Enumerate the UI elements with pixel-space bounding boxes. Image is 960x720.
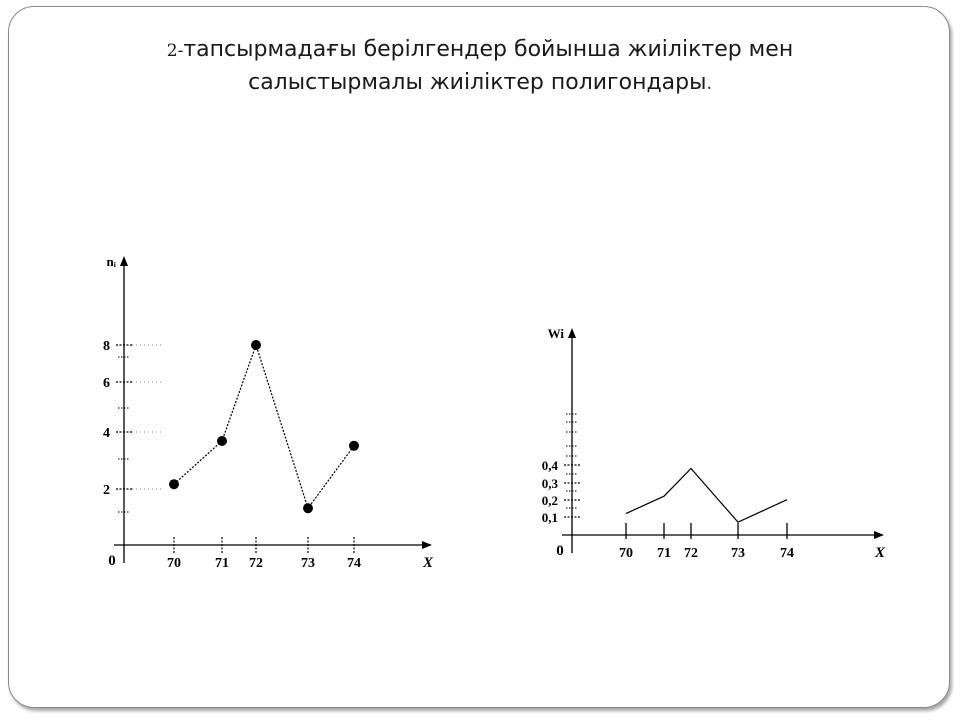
data-point: [349, 441, 359, 451]
y-tick-label: 0,2: [541, 493, 558, 508]
origin-label: 0: [108, 553, 116, 569]
x-axis-label: X: [422, 555, 434, 571]
origin-label: 0: [556, 543, 564, 559]
data-point: [169, 479, 179, 489]
y-tick-label: 0,1: [541, 510, 558, 525]
x-tick-label: 74: [347, 556, 361, 571]
x-axis-arrow: [874, 531, 884, 539]
x-tick-label: 72: [684, 546, 698, 561]
title-period: .: [706, 74, 712, 94]
y-axis-arrow: [120, 256, 128, 266]
relative-frequency-polygon-chart: [542, 326, 886, 561]
frequency-polygon-chart: [103, 254, 434, 571]
data-point: [251, 340, 261, 350]
x-tick-label: 71: [215, 556, 229, 571]
y-tick-label: 4: [103, 426, 110, 441]
y-tick-label: 6: [103, 376, 110, 391]
y-axis-label: Wi: [547, 326, 564, 341]
x-tick-label: 74: [780, 546, 794, 561]
x-axis-arrow: [422, 541, 432, 549]
y-axis-arrow: [568, 328, 576, 338]
x-tick-label: 73: [731, 546, 745, 561]
x-tick-label: 73: [301, 556, 315, 571]
x-tick-label: 70: [619, 546, 633, 561]
y-tick-label: 0,3: [541, 476, 558, 491]
series-line: [174, 345, 354, 508]
series-line: [626, 468, 787, 522]
y-tick-label: 2: [103, 483, 110, 498]
y-axis-label: nᵢ: [106, 254, 116, 269]
x-tick-label: 70: [167, 556, 181, 571]
x-axis-label: X: [874, 545, 886, 561]
title-text-2: салыстырмалы жиіліктер полигондары: [248, 70, 707, 95]
title-text-1: тапсырмадағы берілгендер бойынша жиіліктер мен: [183, 37, 794, 62]
x-tick-label: 72: [249, 556, 263, 571]
data-point: [303, 503, 313, 513]
task-number: 2-: [166, 41, 184, 61]
data-point: [217, 436, 227, 446]
y-tick-label: 8: [103, 339, 110, 354]
y-tick-label: 0,4: [541, 458, 558, 473]
x-tick-label: 71: [657, 546, 671, 561]
